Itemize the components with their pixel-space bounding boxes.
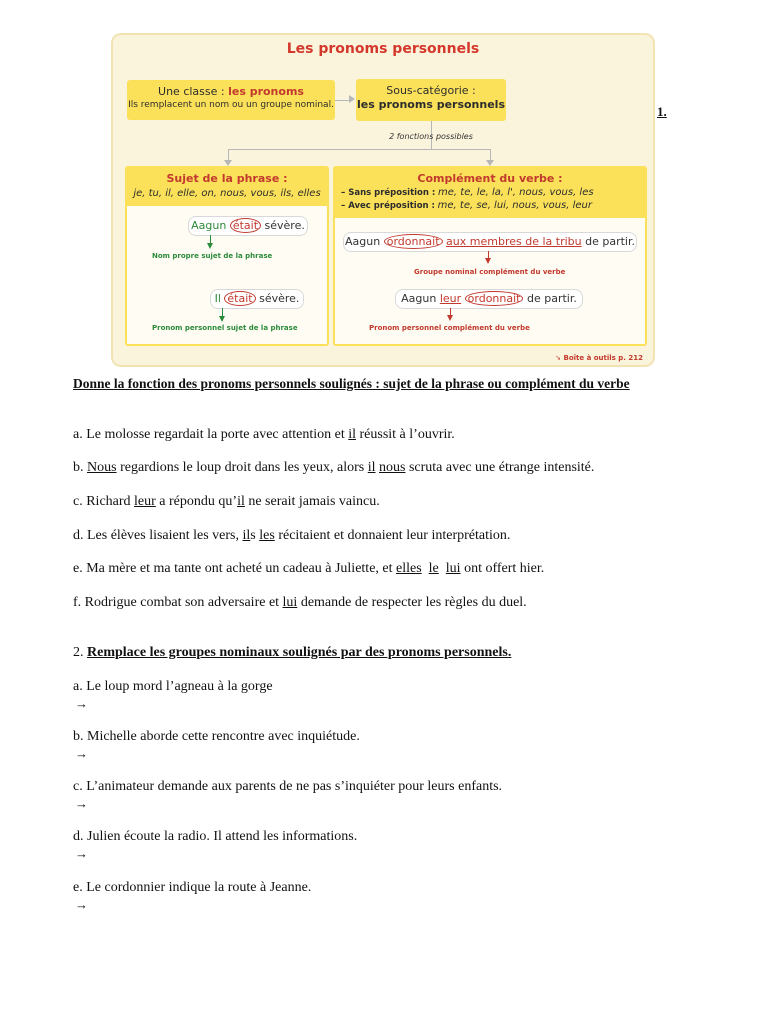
- sujet-title: Sujet de la phrase :: [166, 172, 288, 185]
- exercise-1-item-d: d. Les élèves lisaient les vers, ils les récitaient et donnaient leur interprétation.: [73, 528, 511, 543]
- exercise-2-title: Remplace les groupes nominaux soulignés par des pronoms personnels.: [87, 645, 512, 660]
- arrow-down-icon: [485, 258, 491, 264]
- answer-arrow-icon: →: [75, 746, 88, 761]
- sous-categorie-value: les pronoms personnels: [357, 98, 505, 111]
- example-note: Pronom personnel complément du verbe: [369, 324, 530, 332]
- arrow-down-icon: [447, 315, 453, 321]
- arrow-down-icon: [219, 316, 225, 322]
- classe-label: Une classe :: [158, 85, 229, 98]
- avec-label: – Avec préposition :: [341, 201, 435, 211]
- classe-description: Ils remplacent un nom ou un groupe nominal.: [128, 100, 334, 110]
- example-note: Nom propre sujet de la phrase: [152, 252, 273, 260]
- example-sentence: [210, 289, 304, 309]
- example-sentence: [343, 232, 637, 252]
- example-rest: de partir.: [585, 235, 635, 248]
- fonctions-caption: 2 fonctions possibles: [389, 132, 473, 141]
- example-subject: Aagun: [345, 235, 381, 248]
- answer-arrow-icon: →: [75, 696, 88, 711]
- complement-panel: [333, 166, 647, 346]
- example-verb: ordonnait: [465, 291, 524, 306]
- connector-line: [228, 149, 491, 150]
- example-rest: sévère.: [264, 219, 305, 232]
- sujet-header: [127, 168, 327, 206]
- example-note: Pronom personnel sujet de la phrase: [152, 324, 298, 332]
- example-subject: Il: [214, 292, 221, 305]
- sous-categorie-label: Sous-catégorie :: [386, 84, 476, 97]
- answer-arrow-icon: →: [75, 796, 88, 811]
- example-subject: Aagun: [191, 219, 227, 232]
- exercise-2-number: 2.: [73, 645, 87, 660]
- avec-list: me, te, se, lui, nous, vous, leur: [437, 200, 592, 211]
- example-sentence: [395, 289, 583, 309]
- sujet-pronoun-list: je, tu, il, elle, on, nous, vous, ils, elles: [133, 188, 321, 199]
- example-subject: Aagun: [401, 292, 437, 305]
- arrow-down-icon: [207, 243, 213, 249]
- exercise-1-instruction: Donne la fonction des pronoms personnels soulignés : sujet de la phrase ou complément du verbe: [73, 376, 630, 391]
- example-verb: était: [230, 218, 261, 233]
- example-verb: était: [224, 291, 255, 306]
- exercise-1-number: 1.: [657, 104, 667, 119]
- sans-label: – Sans préposition :: [341, 188, 436, 198]
- example-verb: ordonnait: [384, 234, 443, 249]
- example-note: Groupe nominal complément du verbe: [414, 268, 566, 276]
- sans-list: me, te, le, la, l', nous, vous, les: [438, 187, 594, 198]
- boite-a-outils-reference: ➘ Boîte à outils p. 212: [555, 354, 643, 362]
- exercise-1-item-b: b. Nous regardions le loup droit dans les yeux, alors il nous scruta avec une étrange intensité.: [73, 460, 595, 475]
- example-complement: aux membres de la tribu: [446, 235, 582, 248]
- classe-box: [127, 80, 335, 120]
- exercise-2-item-d: d. Julien écoute la radio. Il attend les informations.: [73, 829, 358, 844]
- arrow-right-icon: [349, 95, 355, 103]
- answer-arrow-icon: →: [75, 846, 88, 861]
- exercise-1-item-c: c. Richard leur a répondu qu’il ne serait jamais vaincu.: [73, 494, 380, 509]
- exercise-2-instruction: [73, 644, 511, 661]
- example-pronoun: leur: [439, 292, 462, 305]
- exercise-1-item-e: e. Ma mère et ma tante ont acheté un cadeau à Juliette, et elles le lui ont offert hier.: [73, 561, 545, 576]
- example-rest: de partir.: [526, 292, 577, 305]
- pronouns-infographic: [111, 33, 655, 367]
- exercise-1-item-f: f. Rodrigue combat son adversaire et lui demande de respecter les règles du duel.: [73, 595, 527, 610]
- infographic-title: Les pronoms personnels: [286, 41, 480, 57]
- exercise-2-item-b: b. Michelle aborde cette rencontre avec inquiétude.: [73, 729, 360, 744]
- exercise-2-item-e: e. Le cordonnier indique la route à Jeanne.: [73, 880, 312, 895]
- complement-header: [335, 168, 645, 218]
- classe-value: les pronoms: [228, 85, 304, 98]
- exercise-2-item-c: c. L’animateur demande aux parents de ne pas s’inquiéter pour leurs enfants.: [73, 779, 503, 794]
- example-sentence: [188, 216, 308, 236]
- example-rest: sévère.: [259, 292, 300, 305]
- sous-categorie-box: [356, 79, 506, 121]
- exercise-2-item-a: a. Le loup mord l’agneau à la gorge: [73, 679, 273, 694]
- answer-arrow-icon: →: [75, 897, 88, 912]
- complement-title: Complément du verbe :: [417, 172, 563, 185]
- exercise-1-item-a: a. Le molosse regardait la porte avec attention et il réussit à l’ouvrir.: [73, 427, 455, 442]
